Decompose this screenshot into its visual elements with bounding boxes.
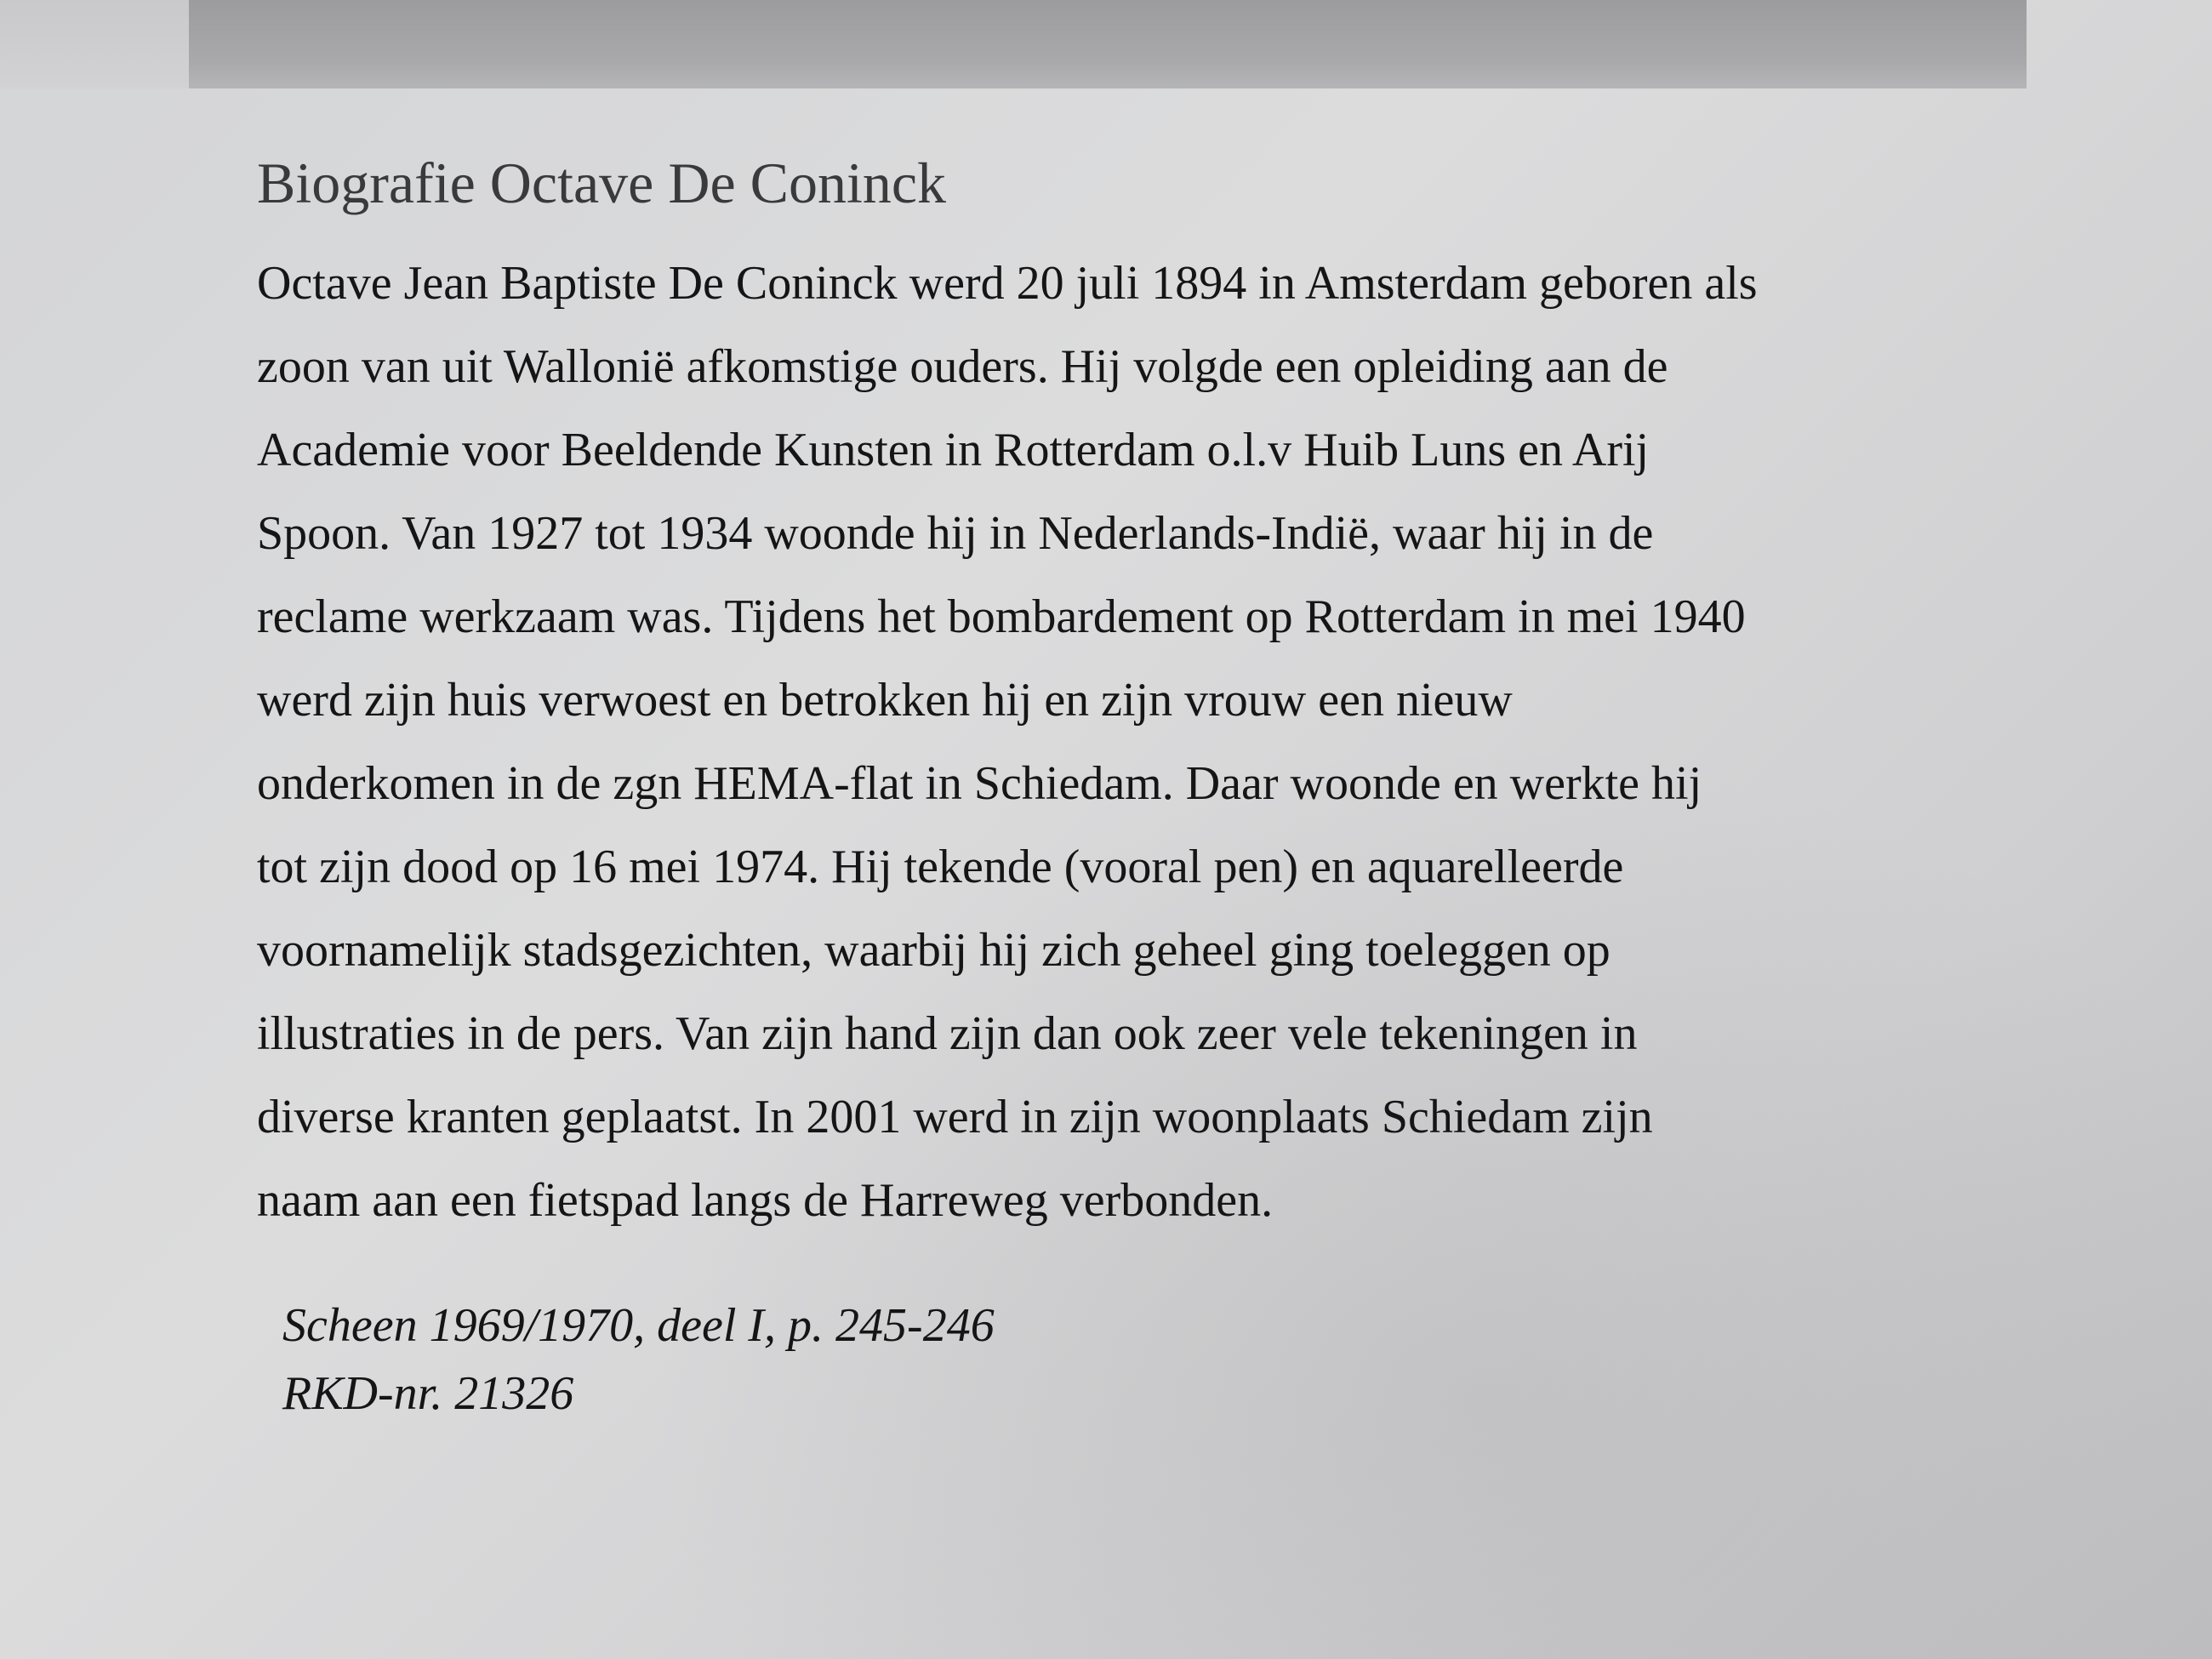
biography-line: onderkomen in de zgn HEMA-flat in Schiedam. Daar woonde en werkte hij <box>257 757 1702 810</box>
page-title: Biografie Octave De Coninck <box>257 151 947 215</box>
biography-section <box>257 145 2027 1428</box>
biography-line: Octave Jean Baptiste De Coninck werd 20 juli 1894 in Amsterdam geboren als <box>257 257 1758 310</box>
biography-line: zoon van uit Wallonië afkomstige ouders. Hij volgde een opleiding aan de <box>257 340 1668 393</box>
top-header-band <box>189 0 2027 88</box>
source-references <box>257 1291 2027 1428</box>
source-reference: Scheen 1969/1970, deel I, p. 245-246 <box>282 1299 995 1352</box>
biography-line: reclame werkzaam was. Tijdens het bombardement op Rotterdam in mei 1940 <box>257 590 1746 643</box>
biography-line: tot zijn dood op 16 mei 1974. Hij tekende (vooral pen) en aquarelleerde <box>257 841 1624 893</box>
biography-line: illustraties in de pers. Van zijn hand zijn dan ook zeer vele tekeningen in <box>257 1007 1638 1060</box>
biography-line: voornamelijk stadsgezichten, waarbij hij zich geheel ging toeleggen op <box>257 924 1611 977</box>
biography-paragraph <box>257 242 1958 1242</box>
biography-line: Spoon. Van 1927 tot 1934 woonde hij in Nederlands-Indië, waar hij in de <box>257 507 1654 560</box>
biography-line: werd zijn huis verwoest en betrokken hij en zijn vrouw een nieuw <box>257 674 1513 727</box>
biography-line: diverse kranten geplaatst. In 2001 werd in zijn woonplaats Schiedam zijn <box>257 1091 1653 1143</box>
top-margin-area <box>0 0 189 88</box>
rkd-number: RKD-nr. 21326 <box>282 1367 574 1420</box>
biography-line: Academie voor Beeldende Kunsten in Rotterdam o.l.v Huib Luns en Arij <box>257 424 1650 476</box>
biography-line: naam aan een fietspad langs de Harreweg verbonden. <box>257 1174 1274 1227</box>
